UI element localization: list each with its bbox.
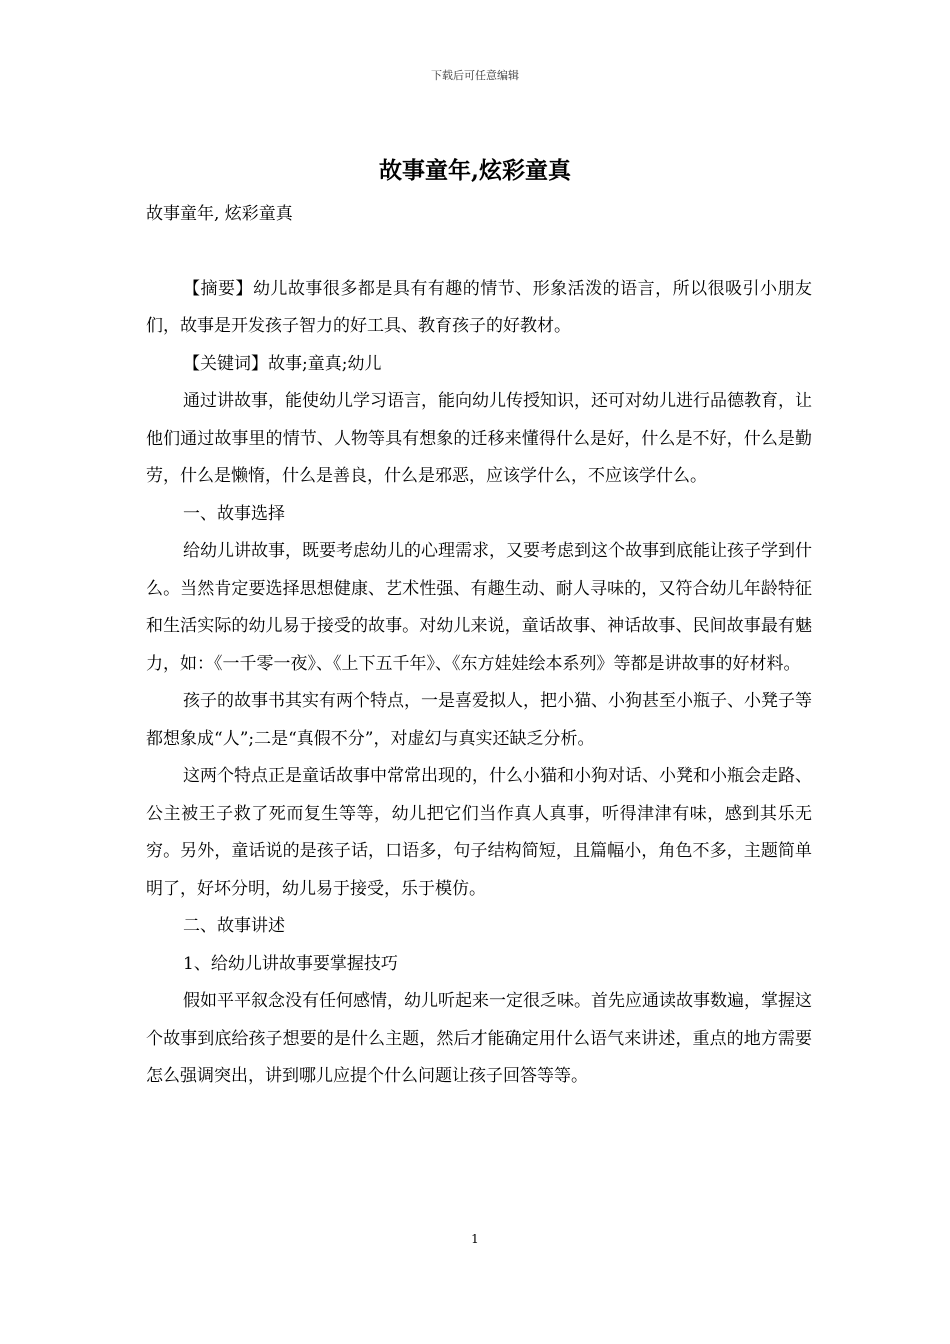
body-paragraph: 假如平平叙念没有任何感情，幼儿听起来一定很乏味。首先应通读故事数遍，掌握这个故事到底给孩子想要的是什么主题，然后才能确定用什么语气来讲述，重点的地方需要怎么强调突出，讲到哪儿应提个什么问题让孩子回答等等。: [146, 991, 812, 1086]
body-paragraph: 通过讲故事，能使幼儿学习语言，能向幼儿传授知识，还可对幼儿进行品德教育，让他们通过故事里的情节、人物等具有想象的迁移来懂得什么是好，什么是不好，什么是勤劳，什么是懒惰，什么是善良，什么是邪恶，应该学什么，不应该学什么。: [146, 391, 812, 486]
page-number: 1: [471, 1232, 479, 1246]
body-paragraph: 这两个特点正是童话故事中常常出现的，什么小猫和小狗对话、小凳和小瓶会走路、公主被王子救了死而复生等等，幼儿把它们当作真人真事，听得津津有味，感到其乐无穷。另外，童话说的是孩子话，口语多，句子结构简短，且篇幅小，角色不多，主题简单明了，好坏分明，幼儿易于接受，乐于模仿。: [146, 766, 812, 899]
document-title: 故事童年,炫彩童真: [378, 157, 571, 184]
section-heading-2: 二、故事讲述: [183, 916, 285, 936]
body-paragraph: 给幼儿讲故事，既要考虑幼儿的心理需求，又要考虑到这个故事到底能让孩子学到什么。当然肯定要选择思想健康、艺术性强、有趣生动、耐人寻味的，又符合幼儿年龄特征和生活实际的幼儿易于接受的故事。对幼儿来说，童话故事、神话故事、民间故事最有魅力，如：《一千零一夜》、《上下五千年》、《东方娃娃绘本系列》等都是讲故事的好材料。: [146, 541, 812, 674]
section-heading-1: 一、故事选择: [183, 503, 285, 524]
document-body: [146, 196, 812, 1096]
abstract-paragraph: 【摘要】幼儿故事很多都是具有有趣的情节、形象活泼的语言，所以很吸引小朋友们，故事是开发孩子智力的好工具、教育孩子的好教材。: [146, 278, 812, 336]
header-note: 下载后可任意编辑: [431, 69, 519, 82]
keywords-paragraph: 【关键词】故事;童真;幼儿: [183, 353, 382, 374]
subtitle: 故事童年, 炫彩童真: [146, 204, 293, 224]
subsection-heading-1: 1、给幼儿讲故事要掌握技巧: [183, 953, 398, 974]
body-paragraph: 孩子的故事书其实有两个特点，一是喜爱拟人，把小猫、小狗甚至小瓶子、小凳子等都想象成“人”;二是“真假不分”，对虚幻与真实还缺乏分析。: [146, 691, 812, 749]
